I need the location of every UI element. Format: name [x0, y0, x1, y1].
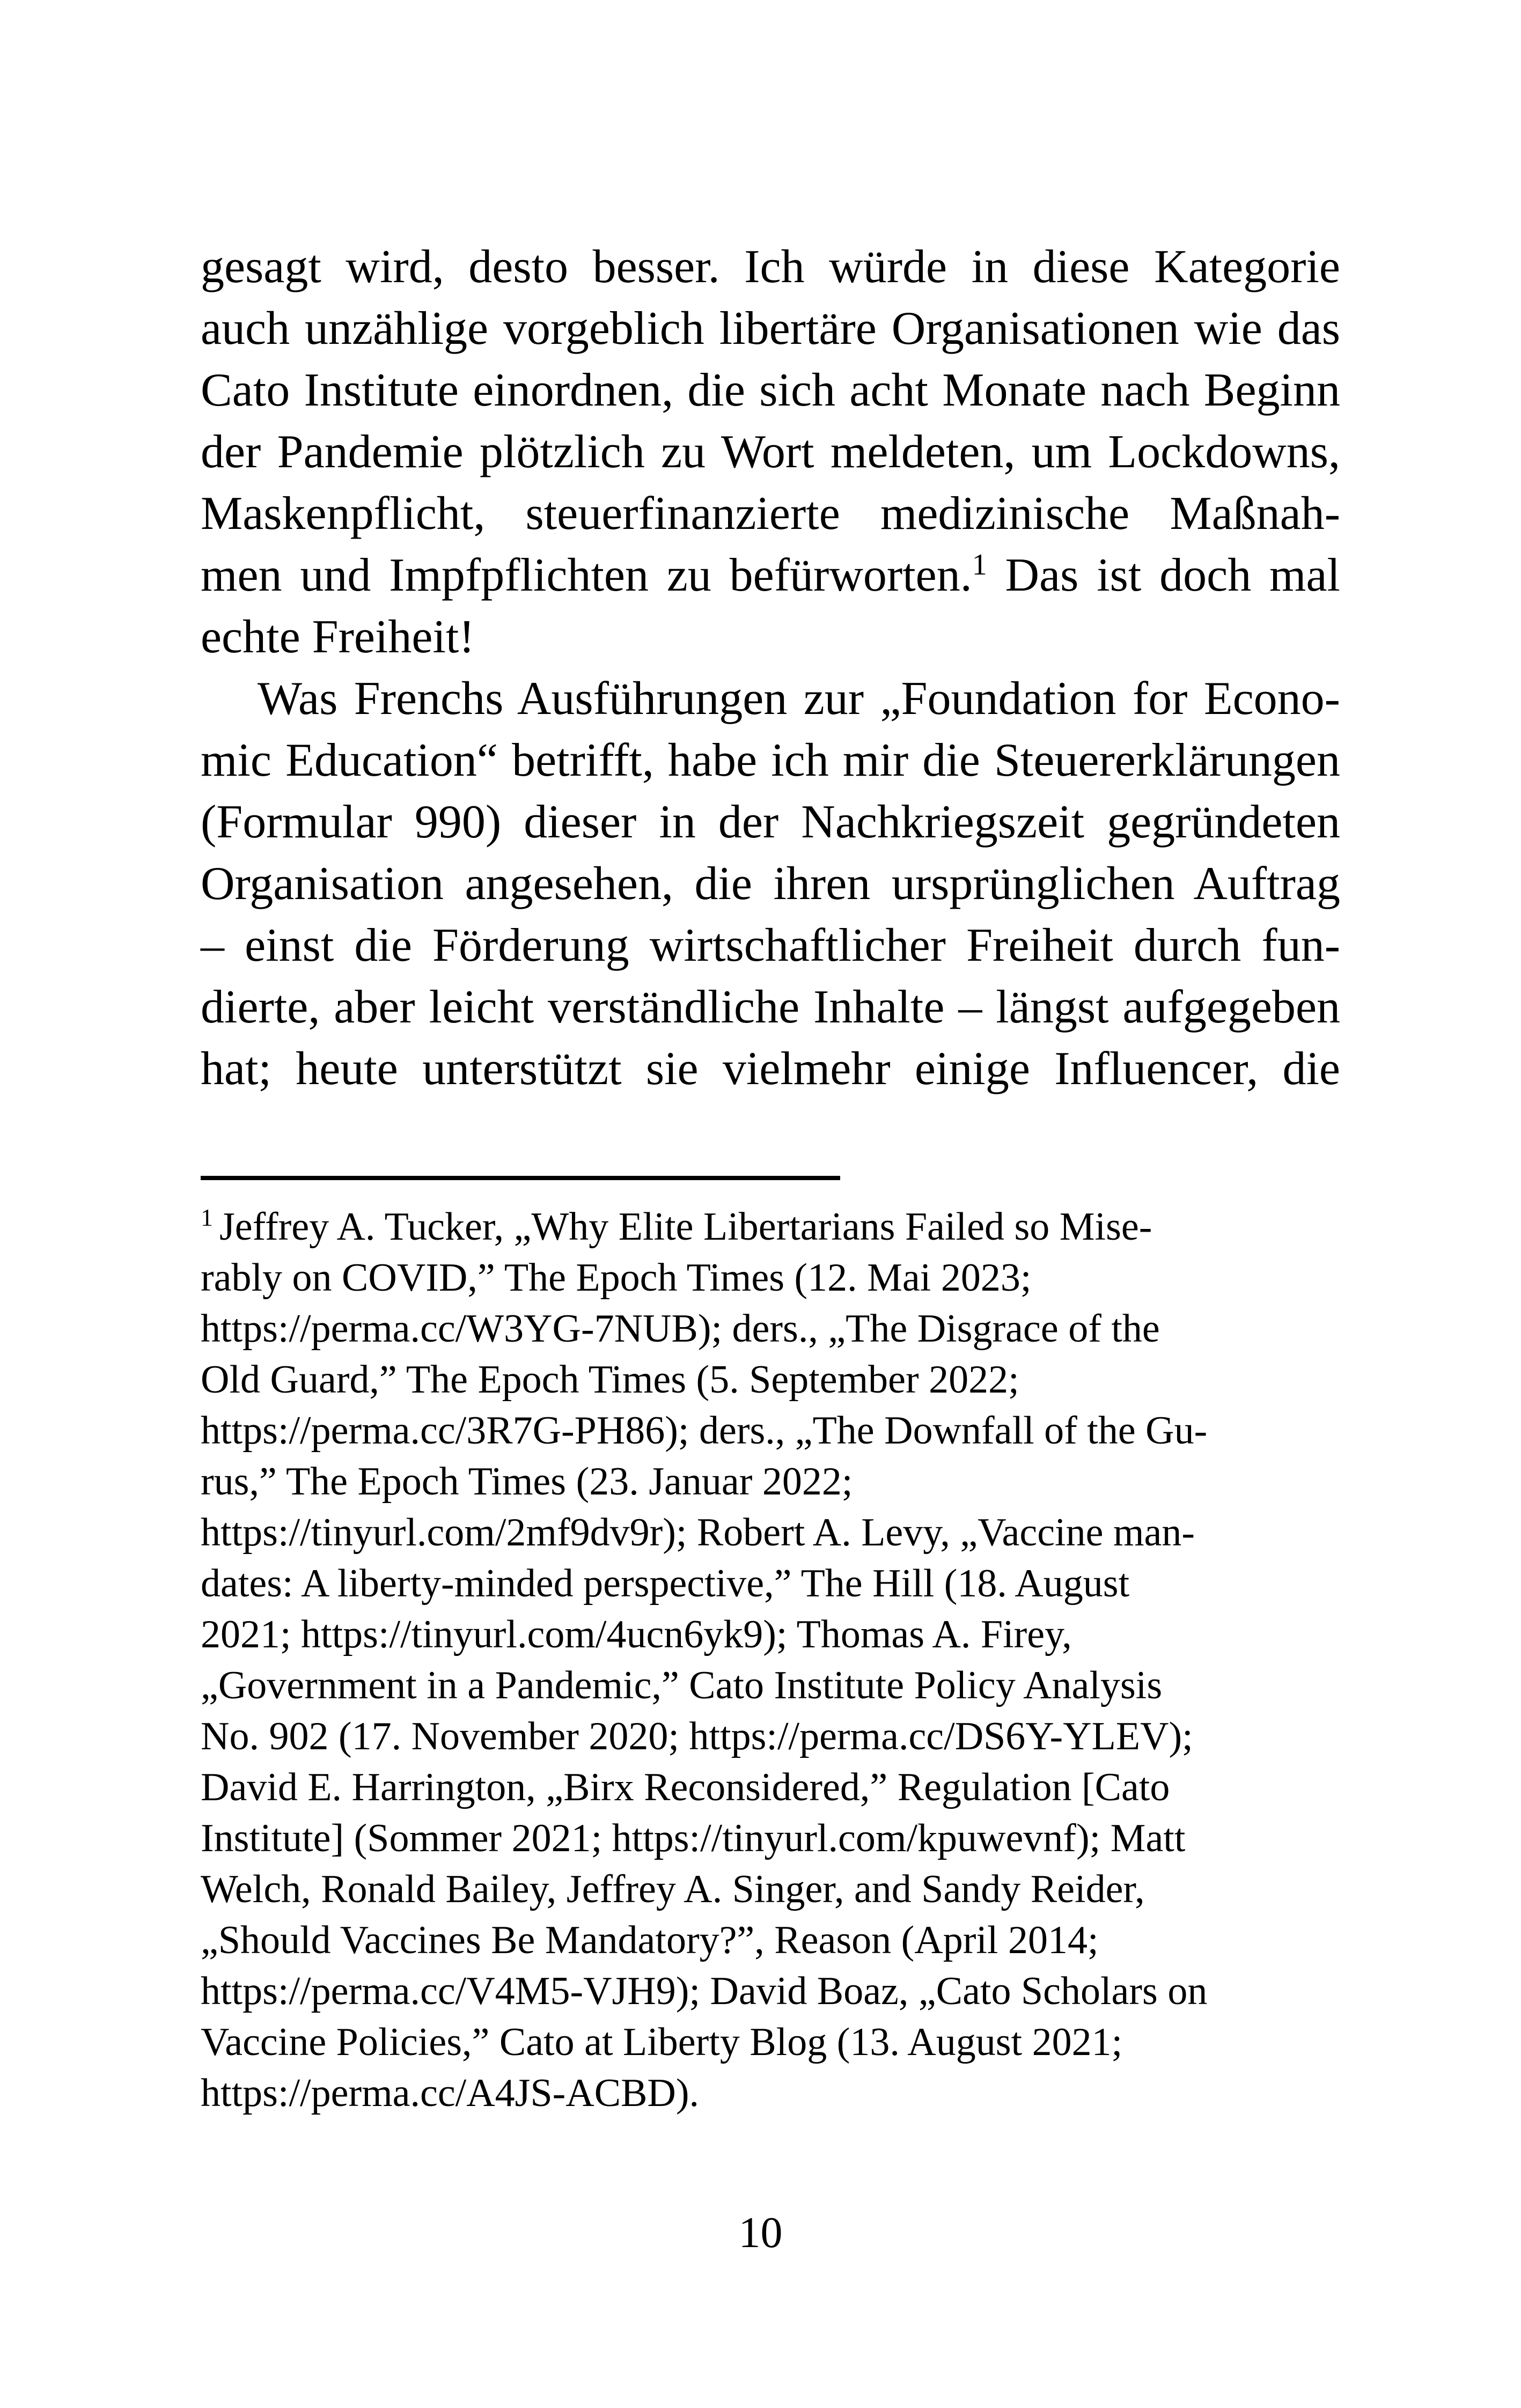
footnote-reference: 1	[972, 548, 987, 581]
footnote-line: rably on COVID,” The Epoch Times (12. Mai 2023;	[201, 1256, 1032, 1300]
body-line-text: men und Impfpflichten zu befürworten.	[201, 549, 972, 601]
footnote-line: Vaccine Policies,” Cato at Liberty Blog (13. August 2021;	[201, 2020, 1123, 2064]
footnote	[201, 1202, 1340, 2119]
footnote-line: https://perma.cc/V4M5-VJH9); David Boaz, „Cato Scholars on	[201, 1969, 1208, 2013]
footnote-line: https://perma.cc/A4JS-ACBD).	[201, 2071, 700, 2115]
footnote-line: dates: A liberty-minded perspective,” The Hill (18. August	[201, 1562, 1130, 1606]
footnote-line: David E. Harrington, „Birx Reconsidered,” Regulation [Cato	[201, 1765, 1170, 1809]
body-line: mic Education“ betrifft, habe ich mir die Steuererklärungen	[201, 734, 1340, 786]
body-line: (Formular 990) dieser in der Nachkriegszeit gegründeten	[201, 796, 1340, 848]
body-text	[201, 236, 1340, 1100]
body-line-text: Das ist doch mal	[987, 549, 1340, 601]
body-line: der Pandemie plötzlich zu Wort meldeten, um Lockdowns,	[201, 426, 1340, 478]
footnote-line	[201, 1202, 1340, 1253]
body-line	[201, 544, 1340, 606]
footnote-line: No. 902 (17. November 2020; https://perma.cc/DS6Y-YLEV);	[201, 1714, 1193, 1758]
footnote-line: „Government in a Pandemic,” Cato Institute Policy Analysis	[201, 1663, 1163, 1707]
body-line: dierte, aber leicht verständliche Inhalte – längst aufgegeben	[201, 981, 1340, 1033]
footnote-line: 2021; https://tinyurl.com/4ucn6yk9); Thomas A. Firey,	[201, 1612, 1072, 1656]
footnote-line: Old Guard,” The Epoch Times (5. September 2022;	[201, 1358, 1019, 1402]
body-line: gesagt wird, desto besser. Ich würde in diese Kategorie	[201, 241, 1340, 293]
body-line: hat; heute unterstützt sie vielmehr einige Influencer, die	[201, 1043, 1340, 1095]
footnote-line: https://perma.cc/3R7G-PH86); ders., „The Downfall of the Gu-	[201, 1409, 1208, 1453]
footnote-marker: 1	[201, 1204, 213, 1231]
body-line: – einst die Förderung wirtschaftlicher Freiheit durch fun-	[201, 919, 1340, 971]
page-number: 10	[738, 2208, 783, 2257]
body-line: Cato Institute einordnen, die sich acht Monate nach Beginn	[201, 364, 1340, 416]
body-line: Organisation angesehen, die ihren ursprünglichen Auftrag	[201, 858, 1340, 910]
footnote-line-text: Jeffrey A. Tucker, „Why Elite Libertarians Failed so Mise-	[219, 1205, 1152, 1249]
footnote-line: „Should Vaccines Be Mandatory?”, Reason (April 2014;	[201, 1918, 1099, 1962]
footnote-line: Welch, Ronald Bailey, Jeffrey A. Singer, and Sandy Reider,	[201, 1867, 1145, 1911]
footnote-line: Institute] (Sommer 2021; https://tinyurl.com/kpuwevnf); Matt	[201, 1816, 1186, 1860]
footnote-line: rus,” The Epoch Times (23. Januar 2022;	[201, 1460, 853, 1504]
body-line: auch unzählige vorgeblich libertäre Organisationen wie das	[201, 303, 1340, 355]
body-line: Was Frenchs Ausführungen zur „Foundation for Econo-	[258, 673, 1340, 725]
footnote-line: https://perma.cc/W3YG-7NUB); ders., „The Disgrace of the	[201, 1307, 1160, 1351]
footnote-line: https://tinyurl.com/2mf9dv9r); Robert A. Levy, „Vaccine man-	[201, 1511, 1195, 1555]
footnote-separator	[201, 1176, 840, 1180]
body-line: echte Freiheit!	[201, 611, 475, 663]
body-line: Maskenpflicht, steuerfinanzierte medizinische Maßnah-	[201, 488, 1340, 540]
